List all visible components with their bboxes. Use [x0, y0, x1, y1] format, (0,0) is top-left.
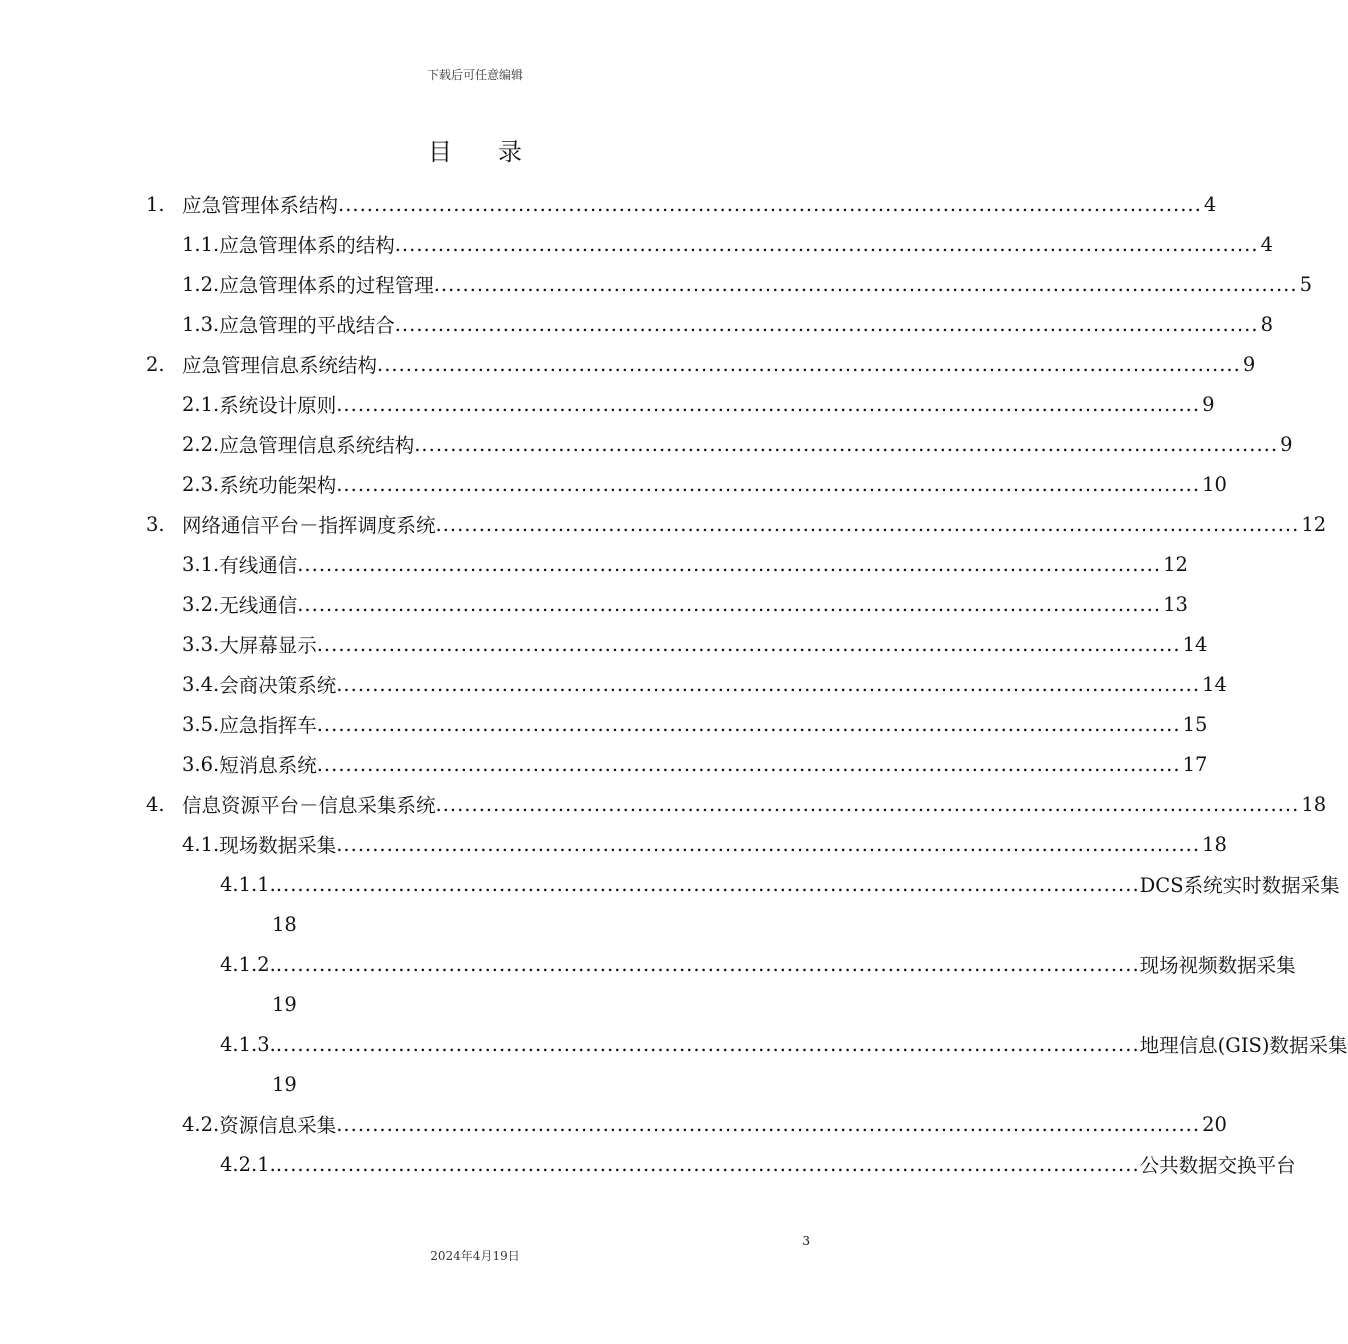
toc-entry-title: 信息资源平台－信息采集系统	[182, 794, 436, 817]
toc-dot-leader: ........................................................................................................................	[414, 432, 1279, 456]
toc-entry-page: 9	[1202, 392, 1215, 416]
toc-entry-page: 19	[272, 992, 297, 1016]
toc-entry-page: 14	[1182, 632, 1208, 656]
toc-entry-page: 14	[1202, 672, 1227, 696]
toc-entry-number: 2.2.	[182, 432, 220, 456]
toc-entry-page: 4	[1203, 192, 1217, 216]
toc-entry[interactable]	[220, 864, 1340, 904]
toc-entry-title: 系统功能架构	[219, 474, 337, 497]
toc-entry-title: 应急管理的平战结合	[219, 314, 395, 337]
toc-dot-leader: ........................................................................................................................	[377, 352, 1241, 376]
toc-title: 目录	[428, 138, 568, 166]
toc-entry-page: 13	[1163, 592, 1188, 616]
toc-dot-leader: ........................................................................................................................	[297, 592, 1162, 616]
toc-entry-title: 大屏幕显示	[219, 634, 317, 657]
toc-entry-title: 公共数据交换平台	[1139, 1154, 1296, 1177]
toc-dot-leader: ........................................................................................................................	[316, 632, 1181, 656]
toc-dot-leader: ........................................................................................................................	[338, 192, 1202, 216]
toc-entry[interactable]	[182, 464, 1227, 504]
toc-entry[interactable]	[182, 744, 1208, 784]
toc-dot-leader: ........................................................................................................................	[435, 512, 1300, 536]
toc-entry-number: 3.5.	[182, 712, 220, 736]
toc-dot-leader: ........................................................................................................................	[433, 272, 1298, 296]
toc-dot-leader: ........................................................................................................................	[275, 952, 1140, 976]
toc-entry[interactable]	[220, 944, 1296, 984]
toc-entry-number: 3.6.	[182, 752, 220, 776]
toc-entry-number: 1.1.	[182, 232, 220, 256]
toc-entry-title: 资源信息采集	[219, 1114, 337, 1137]
toc-entry[interactable]	[182, 264, 1312, 304]
toc-entry-number: 4.2.1.	[220, 1152, 276, 1176]
toc-entry-page: 12	[1163, 552, 1188, 576]
toc-entry[interactable]	[146, 504, 1327, 544]
toc-entry-number: 4.2.	[182, 1112, 220, 1136]
toc-entry-number: 3.3.	[182, 632, 220, 656]
toc-entry-page: 18	[1301, 792, 1327, 816]
toc-entry-title: DCS系统实时数据采集	[1139, 874, 1340, 897]
toc-entry-number: 4.1.	[182, 832, 220, 856]
toc-dot-leader: ........................................................................................................................	[275, 1032, 1140, 1056]
toc-entry-number: 2.1.	[182, 392, 220, 416]
toc-entry[interactable]	[182, 544, 1188, 584]
page-number: 3	[802, 1234, 810, 1248]
toc-entry[interactable]	[182, 224, 1273, 264]
toc-dot-leader: ........................................................................................................................	[297, 552, 1162, 576]
toc-entry-page: 19	[272, 1072, 297, 1096]
toc-entry[interactable]	[182, 824, 1227, 864]
toc-entry-number: 3.2.	[182, 592, 220, 616]
toc-dot-leader: ........................................................................................................................	[394, 232, 1259, 256]
toc-entry-number: 2.	[146, 352, 165, 376]
toc-entry-title: 应急管理信息系统结构	[182, 354, 378, 377]
toc-entry-page: 10	[1202, 472, 1227, 496]
toc-entry-title: 应急管理信息系统结构	[219, 434, 415, 457]
toc-entry-title: 应急指挥车	[219, 714, 317, 737]
toc-entry-page: 18	[272, 912, 297, 936]
toc-entry-title: 短消息系统	[219, 754, 317, 777]
toc-entry-page: 12	[1301, 512, 1327, 536]
toc-entry-number: 2.3.	[182, 472, 220, 496]
toc-dot-leader: ........................................................................................................................	[336, 392, 1201, 416]
toc-entry[interactable]	[182, 704, 1208, 744]
toc-entry-number: 4.	[146, 792, 165, 816]
toc-entry[interactable]	[146, 784, 1327, 824]
toc-entry-page: 9	[1280, 432, 1293, 456]
toc-entry-title: 现场数据采集	[219, 834, 337, 857]
toc-entry-number: 1.2.	[182, 272, 220, 296]
header-note: 下载后可任意编辑	[426, 68, 523, 82]
toc-entry-title: 网络通信平台－指挥调度系统	[182, 514, 436, 537]
toc-dot-leader: ........................................................................................................................	[275, 872, 1140, 896]
toc-dot-leader: ........................................................................................................................	[316, 752, 1181, 776]
toc-entry[interactable]	[182, 424, 1293, 464]
toc-entry-number: 1.	[146, 192, 165, 216]
toc-entry-title: 地理信息(GIS)数据采集	[1139, 1034, 1348, 1057]
toc-entry-title: 应急管理体系的过程管理	[219, 274, 434, 297]
toc-dot-leader: ........................................................................................................................	[435, 792, 1300, 816]
toc-entry[interactable]	[182, 624, 1208, 664]
toc-entry-page: 5	[1299, 272, 1312, 296]
toc-entry-number: 3.	[146, 512, 165, 536]
toc-entry-number: 4.1.2.	[220, 952, 276, 976]
toc-entry-page: 18	[1202, 832, 1227, 856]
toc-dot-leader: ........................................................................................................................	[316, 712, 1181, 736]
toc-entry-number: 3.1.	[182, 552, 220, 576]
toc-dot-leader: ........................................................................................................................	[336, 1112, 1201, 1136]
toc-entry[interactable]	[182, 1104, 1227, 1144]
toc-dot-leader: ........................................................................................................................	[336, 472, 1201, 496]
toc-dot-leader: ........................................................................................................................	[394, 312, 1259, 336]
toc-entry-title: 会商决策系统	[219, 674, 337, 697]
toc-entry[interactable]	[182, 384, 1215, 424]
toc-entry-page: 15	[1182, 712, 1208, 736]
toc-entry[interactable]	[220, 1024, 1348, 1064]
toc-dot-leader: ........................................................................................................................	[336, 672, 1201, 696]
toc-entry-title: 有线通信	[219, 554, 298, 577]
toc-entry-page: 17	[1182, 752, 1208, 776]
toc-entry-title: 应急管理体系的结构	[219, 234, 395, 257]
toc-entry[interactable]	[146, 184, 1217, 224]
toc-dot-leader: ........................................................................................................................	[275, 1152, 1140, 1176]
footer-date: 2024年4月19日	[430, 1249, 520, 1263]
toc-entry-title: 应急管理体系结构	[182, 194, 339, 217]
toc-entry-page: 4	[1260, 232, 1273, 256]
toc-entry-page: 20	[1202, 1112, 1227, 1136]
toc-entry-title: 无线通信	[219, 594, 298, 617]
toc-dot-leader: ........................................................................................................................	[336, 832, 1201, 856]
toc-entry[interactable]	[146, 344, 1256, 384]
toc-entry[interactable]	[182, 584, 1188, 624]
toc-entry-title: 现场视频数据采集	[1139, 954, 1296, 977]
toc-entry-number: 4.1.1.	[220, 872, 276, 896]
toc-entry[interactable]	[220, 1144, 1296, 1184]
toc-entry-number: 4.1.3.	[220, 1032, 276, 1056]
toc-entry-title: 系统设计原则	[219, 394, 337, 417]
toc-entry-number: 1.3.	[182, 312, 220, 336]
toc-entry-page: 8	[1260, 312, 1273, 336]
toc-entry-number: 3.4.	[182, 672, 220, 696]
toc-entry[interactable]	[182, 664, 1227, 704]
toc-entry-page: 9	[1242, 352, 1256, 376]
toc-entry[interactable]	[182, 304, 1273, 344]
